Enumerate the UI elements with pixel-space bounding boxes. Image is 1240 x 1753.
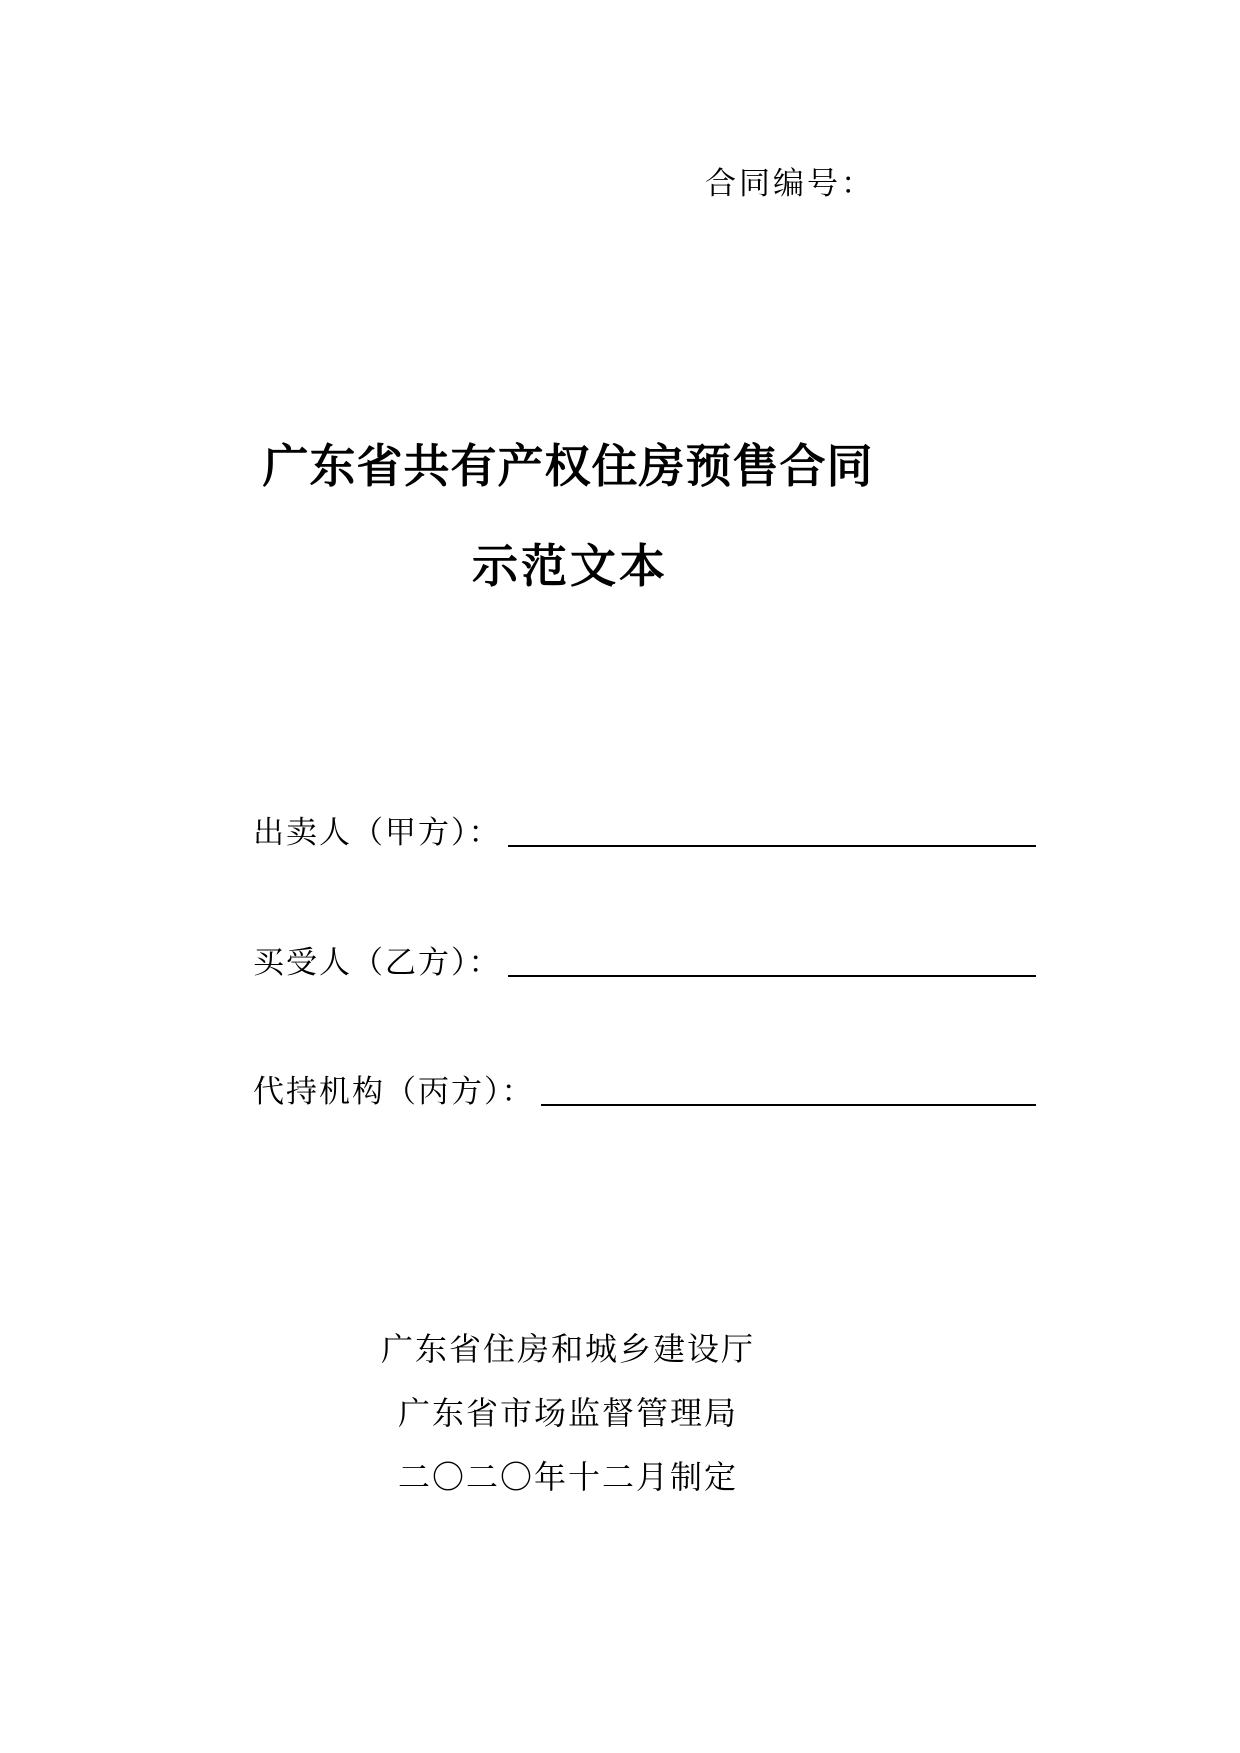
document-subtitle: 示范文本 (472, 539, 668, 593)
issuer-housing-department: 广东省住房和城乡建设厅 (380, 1330, 755, 1368)
contract-number-label: 合同编号： (705, 166, 875, 202)
seller-field (253, 803, 1036, 853)
seller-label: 出卖人（甲方）： (253, 815, 502, 851)
issue-date: 二〇二〇年十二月制定 (397, 1458, 738, 1496)
buyer-label: 买受人（乙方）： (253, 945, 502, 981)
buyer-field (253, 933, 1036, 983)
document-title: 广东省共有产权住房预售合同 (262, 439, 874, 493)
issuer-market-regulation-bureau: 广东省市场监督管理局 (397, 1394, 738, 1432)
seller-blank-line (508, 807, 1036, 847)
agency-field (253, 1062, 1036, 1112)
agency-label: 代持机构（丙方）： (253, 1074, 535, 1110)
buyer-blank-line (508, 937, 1036, 977)
agency-blank-line (541, 1066, 1036, 1106)
